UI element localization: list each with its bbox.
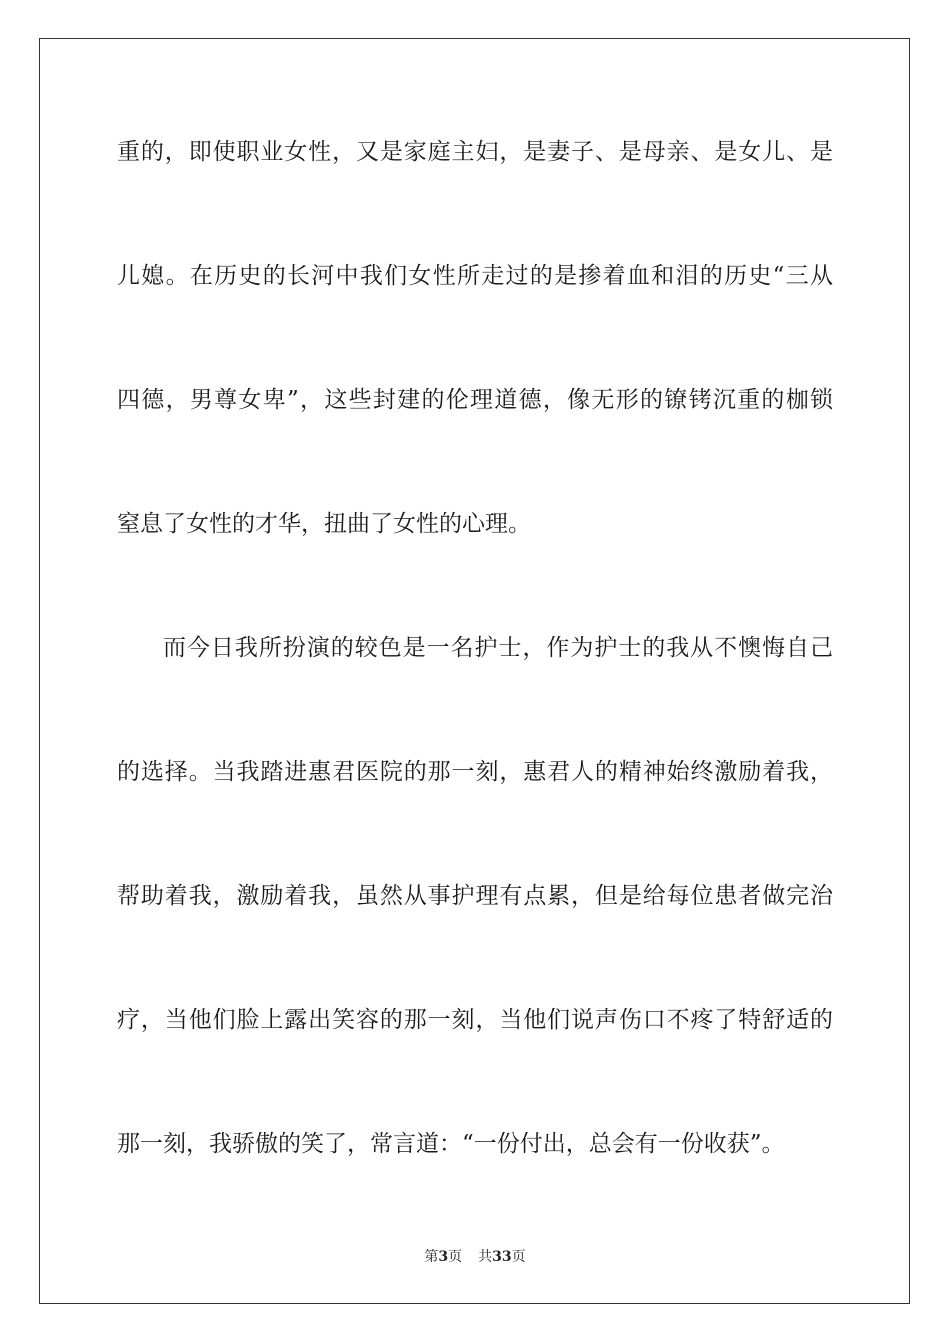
text-line-6: 的选择。当我踏进惠君医院的那一刻，惠君人的精神始终激励着我， — [117, 759, 833, 785]
text-line-7: 帮助着我，激励着我，虽然从事护理有点累，但是给每位患者做完治 — [117, 883, 833, 909]
text-line-4: 窒息了女性的才华，扭曲了女性的心理。 — [117, 511, 531, 537]
text-line-9: 那一刻，我骄傲的笑了，常言道：“一份付出，总会有一份收获”。 — [117, 1131, 785, 1157]
page-prefix: 第 — [424, 1249, 439, 1265]
text-line-2: 儿媳。在历史的长河中我们女性所走过的是掺着血和泪的历史“三从 — [117, 263, 833, 289]
total-prefix: 共 — [478, 1249, 493, 1265]
text-line-3: 四德，男尊女卑”，这些封建的伦理道德，像无形的镣铐沉重的枷锁 — [117, 387, 833, 413]
text-line-8: 疗，当他们脸上露出笑容的那一刻，当他们说声伤口不疼了特舒适的 — [117, 1007, 833, 1033]
page-suffix: 页 — [448, 1249, 463, 1265]
page-number: 3 — [438, 1249, 449, 1265]
total-pages: 33 — [492, 1249, 512, 1265]
paragraph-start-line: 而今日我所扮演的较色是一名护士，作为护士的我从不懊悔自己 — [163, 635, 833, 661]
page-footer — [0, 1248, 950, 1266]
total-suffix: 页 — [511, 1249, 526, 1265]
text-line-1: 重的，即使职业女性，又是家庭主妇，是妻子、是母亲、是女儿、是 — [117, 139, 833, 165]
page-border — [39, 38, 910, 1304]
